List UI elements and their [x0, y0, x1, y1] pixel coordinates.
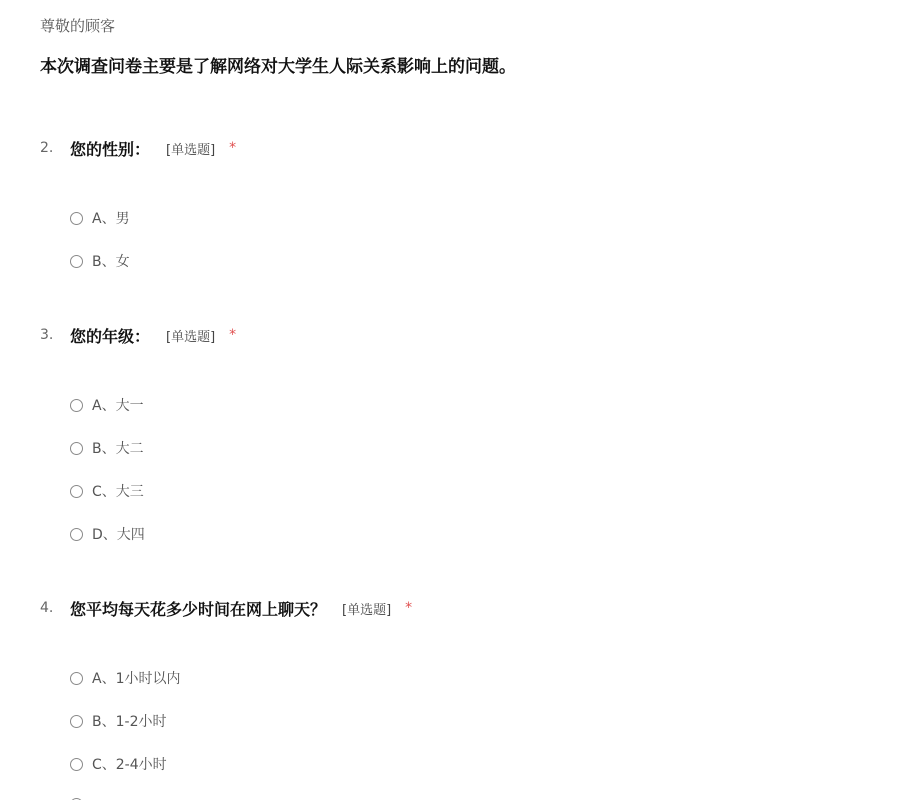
radio-button[interactable]	[70, 212, 83, 225]
question-number: 4.	[40, 600, 54, 616]
option-label: A、大一	[92, 398, 144, 414]
survey-intro: 本次调查问卷主要是了解网络对大学生人际关系影响上的问题。	[40, 57, 516, 77]
question-4-header	[40, 596, 412, 620]
option-label: B、大二	[92, 441, 144, 457]
q4-option-b[interactable]	[70, 711, 166, 731]
radio-button[interactable]	[70, 399, 83, 412]
question-2-header	[40, 136, 236, 160]
greeting-text: 尊敬的顾客	[40, 17, 116, 35]
question-3-header	[40, 323, 236, 347]
q3-option-b[interactable]	[70, 438, 144, 458]
q2-option-a[interactable]	[70, 208, 130, 228]
q3-option-a[interactable]	[70, 395, 144, 415]
question-title: 您的性别：	[70, 139, 151, 159]
option-label: D、大四	[92, 527, 145, 543]
q4-option-d-partial[interactable]	[70, 794, 83, 800]
option-label: A、1小时以内	[92, 671, 181, 687]
q2-option-b[interactable]	[70, 251, 130, 271]
radio-button[interactable]	[70, 528, 83, 541]
option-label: B、1-2小时	[92, 714, 167, 730]
option-label: A、男	[92, 211, 130, 227]
q4-option-a[interactable]	[70, 668, 180, 688]
question-title: 您的年级：	[70, 326, 151, 346]
q4-option-c[interactable]	[70, 754, 167, 774]
question-title: 您平均每天花多少时间在网上聊天？	[70, 599, 327, 619]
radio-button[interactable]	[70, 672, 83, 685]
question-number: 3.	[40, 327, 54, 343]
required-marker: *	[229, 327, 237, 343]
required-marker: *	[229, 140, 237, 156]
option-label: B、女	[92, 254, 130, 270]
required-marker: *	[405, 600, 413, 616]
q3-option-d[interactable]	[70, 524, 145, 544]
q3-option-c[interactable]	[70, 481, 144, 501]
question-type-tag: [单选题]	[166, 142, 216, 158]
question-type-tag: [单选题]	[342, 602, 392, 618]
question-number: 2.	[40, 140, 54, 156]
radio-button[interactable]	[70, 758, 83, 771]
radio-button[interactable]	[70, 715, 83, 728]
option-label: C、大三	[92, 484, 144, 500]
radio-button[interactable]	[70, 485, 83, 498]
option-label: C、2-4小时	[92, 757, 167, 773]
radio-button[interactable]	[70, 442, 83, 455]
radio-button[interactable]	[70, 255, 83, 268]
question-type-tag: [单选题]	[166, 329, 216, 345]
